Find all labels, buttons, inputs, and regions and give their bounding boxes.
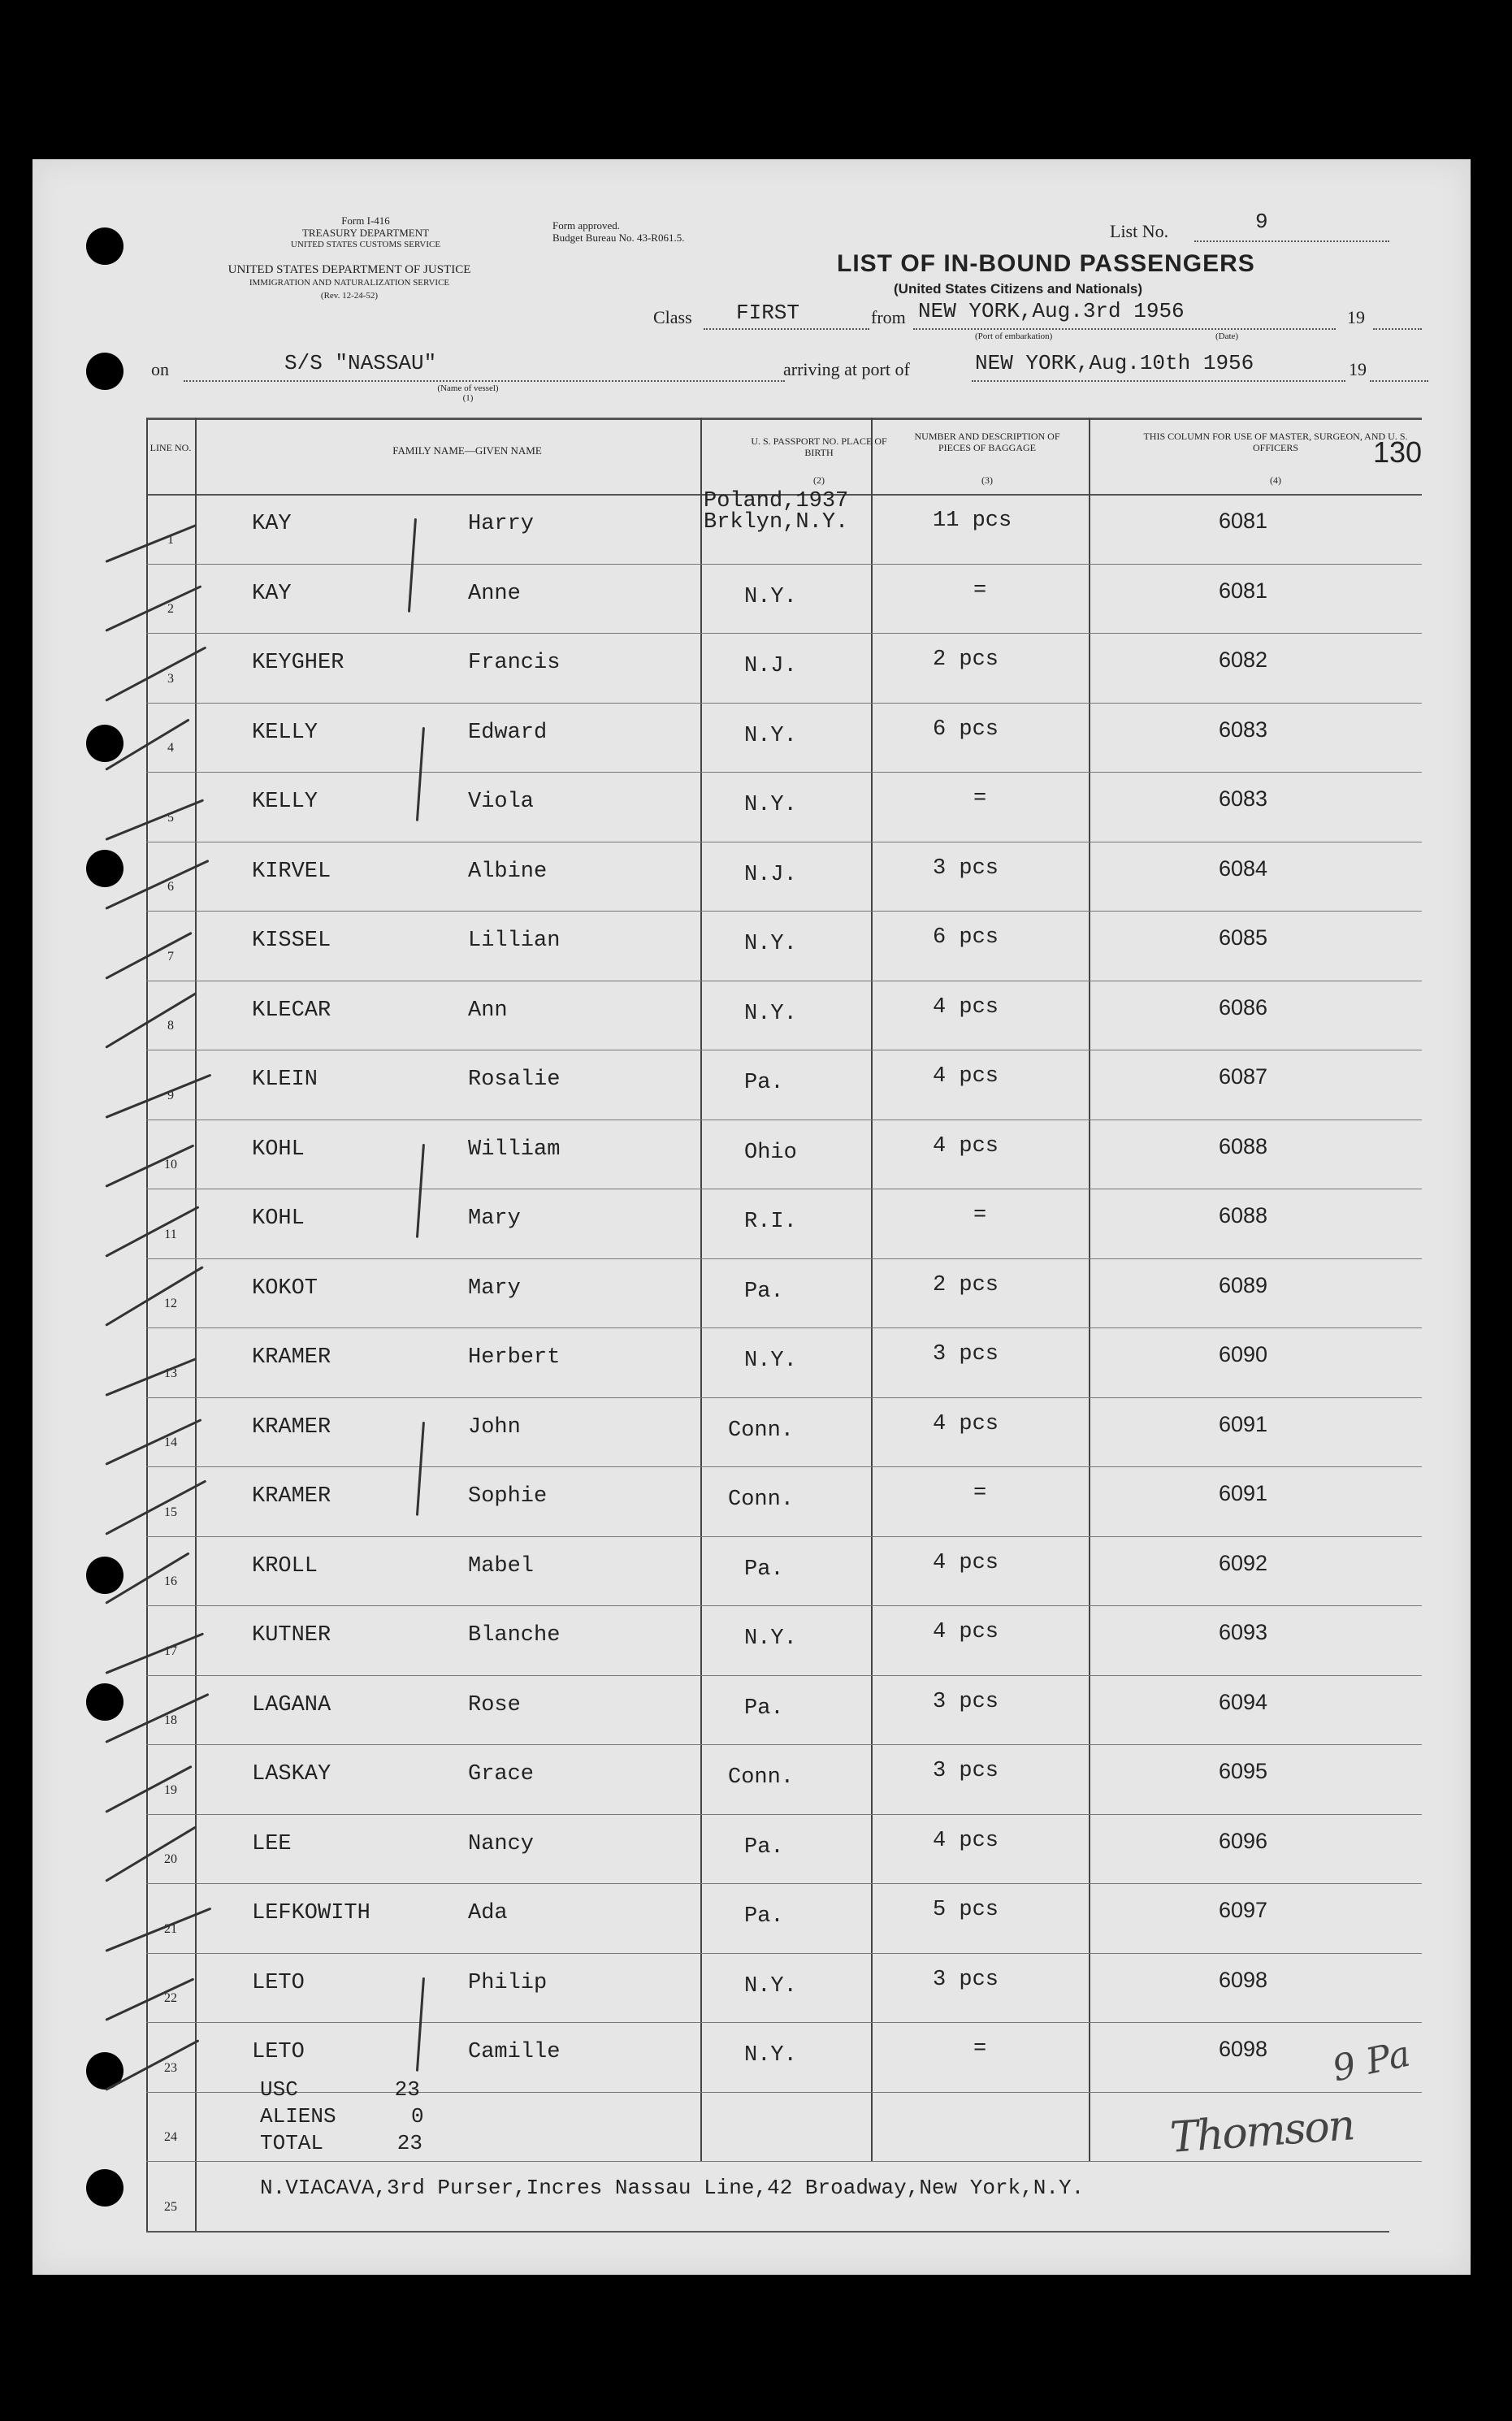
table-top-border [146, 418, 1422, 420]
row-divider [146, 1397, 1422, 1398]
budget-bureau: Budget Bureau No. 43-R061.5. [552, 232, 685, 244]
class-value: FIRST [736, 301, 800, 325]
family-name: KOKOT [252, 1275, 318, 1301]
given-name: Lillian [468, 929, 561, 953]
class-label: Class [653, 307, 692, 327]
officer-number: 6092 [1219, 1550, 1268, 1575]
given-name: Philip [468, 1970, 548, 1995]
line-number: 1 [167, 532, 174, 547]
given-name: Blanche [468, 1623, 561, 1648]
line-number: 18 [164, 1713, 177, 1727]
line-number: 25 [164, 2199, 177, 2214]
officer-number: 6084 [1219, 855, 1268, 881]
form-approved: Form approved. [552, 219, 621, 232]
line-number: 4 [167, 741, 174, 755]
given-name: Herbert [468, 1345, 561, 1370]
place-of-birth: N.Y. [744, 1626, 797, 1651]
row-divider [146, 564, 1422, 565]
baggage-description: 3 pcs [933, 1689, 999, 1714]
place-of-birth: N.Y. [744, 2043, 797, 2068]
line-number: 22 [164, 1991, 177, 2005]
totals-block [260, 2077, 424, 2157]
manifest-page [32, 159, 1471, 2275]
baggage-description: 6 pcs [933, 717, 999, 742]
officer-number: 6095 [1219, 1759, 1268, 1783]
total-label: TOTAL [260, 2131, 324, 2155]
place-of-birth: N.Y. [744, 793, 797, 817]
row-divider [146, 1814, 1422, 1815]
place-of-birth: N.J. [744, 654, 797, 678]
from-year-label: 19 [1347, 307, 1365, 327]
table-bottom-border [146, 2231, 1389, 2233]
officer-number: 6086 [1219, 994, 1268, 1020]
vessel-name: S/S "NASSAU" [284, 351, 437, 375]
family-name: LETO [252, 2040, 305, 2064]
baggage-description: 3 pcs [933, 855, 999, 881]
family-name: KRAMER [252, 1414, 331, 1440]
place-of-birth: Pa. [744, 1696, 784, 1721]
arriving-label: arriving at port of [783, 359, 910, 379]
header-line-no: LINE NO. [149, 442, 192, 453]
place-of-birth: N.Y. [744, 1349, 797, 1373]
family-name: LETO [252, 1970, 305, 1995]
place-of-birth: Pa. [744, 1834, 784, 1860]
officer-number: 6091 [1219, 1481, 1268, 1505]
vessel-caption-text: (Name of vessel) [437, 383, 499, 393]
family-name: LEE [252, 1831, 292, 1856]
family-name: KROLL [252, 1553, 318, 1579]
line-number: 21 [164, 1921, 177, 1936]
column-divider [1089, 418, 1090, 2161]
row-divider [146, 1466, 1422, 1467]
header-col4-num: (4) [1270, 474, 1281, 486]
baggage-description: 11 pcs [933, 509, 1012, 533]
family-name: KISSEL [252, 929, 331, 953]
place-of-birth: Conn. [728, 1488, 795, 1512]
given-name: Francis [468, 651, 561, 675]
baggage-description: = [973, 1481, 987, 1505]
form-number: Form I-416 [341, 214, 390, 227]
place-of-birth: Pa. [744, 1557, 784, 1582]
line-number: 6 [167, 880, 174, 894]
family-name: KOHL [252, 1137, 305, 1162]
family-name: KLECAR [252, 998, 331, 1023]
purser-line: N.VIACAVA,3rd Purser,Incres Nassau Line,42 Broadway,New York,N.Y. [260, 2176, 1085, 2200]
place-of-birth: N.Y. [744, 1973, 797, 1999]
row-divider [146, 1675, 1422, 1676]
baggage-description: 3 pcs [933, 1967, 999, 1992]
officer-number: 6081 [1219, 509, 1268, 533]
given-name: Ada [468, 1901, 508, 1925]
line-number: 19 [164, 1782, 177, 1797]
place-of-birth: Pa. [744, 1904, 784, 1929]
officer-number: 6090 [1219, 1342, 1268, 1366]
line-number: 7 [167, 949, 174, 964]
from-value: NEW YORK,Aug.3rd 1956 [918, 299, 1185, 323]
treasury-label: TREASURY DEPARTMENT [301, 227, 430, 239]
family-name: KELLY [252, 790, 318, 814]
baggage-description: 3 pcs [933, 1759, 999, 1783]
line-number: 17 [164, 1644, 177, 1658]
on-label: on [151, 359, 169, 379]
officer-number: 6091 [1219, 1411, 1268, 1436]
row-divider [146, 911, 1422, 912]
given-name: Mary [468, 1275, 521, 1301]
line-number: 11 [164, 1227, 177, 1241]
row-divider [146, 633, 1422, 634]
line-number: 10 [164, 1158, 177, 1172]
column-divider [195, 418, 197, 2231]
given-name: Edward [468, 720, 548, 745]
officer-number: 6082 [1219, 647, 1268, 672]
officer-number: 6097 [1219, 1898, 1268, 1922]
officer-number: 6088 [1219, 1203, 1268, 1228]
total-value: 23 [396, 2131, 423, 2155]
place-of-birth: N.Y. [744, 584, 797, 609]
officer-number: 6094 [1219, 1689, 1268, 1714]
row-divider [146, 1605, 1422, 1606]
baggage-description: 6 pcs [933, 925, 999, 950]
place-of-birth: Conn. [728, 1418, 795, 1443]
place-of-birth: N.Y. [744, 723, 797, 748]
header-col3-num: (3) [981, 474, 993, 486]
row-divider [146, 1327, 1422, 1328]
given-name: Harry [468, 512, 535, 536]
revision-label: (Rev. 12-24-52) [320, 291, 379, 301]
place-of-birth: R.I. [744, 1210, 797, 1234]
from-label: from [871, 307, 906, 327]
baggage-description: = [973, 1203, 987, 1228]
column-divider [700, 418, 702, 2161]
passport-place-of-birth-extra: Poland,1937 [704, 489, 849, 513]
row-divider [146, 1536, 1422, 1537]
baggage-description: = [973, 578, 987, 603]
row-divider [146, 1744, 1422, 1745]
line-number: 24 [164, 2130, 177, 2144]
row-divider [146, 1953, 1422, 1954]
header-officers: THIS COLUMN FOR USE OF MASTER, SURGEON, AND U. S. OFFICERS [1143, 431, 1408, 453]
header-col2-num: (2) [813, 474, 825, 486]
baggage-description: = [973, 786, 987, 811]
family-name: LASKAY [252, 1762, 331, 1787]
given-name: Mabel [468, 1553, 535, 1579]
place-of-birth: Pa. [744, 1279, 784, 1304]
line-number: 3 [167, 671, 174, 686]
line-number: 8 [167, 1019, 174, 1033]
given-name: Rosalie [468, 1068, 561, 1092]
table-left-border [146, 418, 148, 2231]
list-no-label: List No. [1110, 221, 1169, 241]
given-name: Grace [468, 1762, 535, 1787]
place-of-birth: N.Y. [744, 932, 797, 956]
baggage-description: 4 pcs [933, 1620, 999, 1644]
baggage-description: 4 pcs [933, 1828, 999, 1853]
officer-number: 6087 [1219, 1064, 1268, 1089]
arrival-year-label: 19 [1349, 359, 1367, 379]
ins-label: IMMIGRATION AND NATURALIZATION SERVICE [249, 278, 450, 288]
line-number: 20 [164, 1852, 177, 1866]
given-name: Ann [468, 998, 508, 1023]
column-divider [871, 418, 873, 2161]
line-number: 15 [164, 1505, 177, 1519]
baggage-description: 4 pcs [933, 1411, 999, 1436]
officer-number: 6083 [1219, 786, 1268, 811]
given-name: Mary [468, 1206, 521, 1231]
arrival-value: NEW YORK,Aug.10th 1956 [975, 351, 1254, 375]
line-number: 2 [167, 602, 174, 616]
baggage-description: 4 pcs [933, 1133, 999, 1159]
place-of-birth: Pa. [744, 1071, 784, 1095]
family-name: KRAMER [252, 1345, 331, 1370]
place-of-birth: N.J. [744, 862, 797, 887]
given-name: William [468, 1137, 561, 1162]
line-number: 23 [164, 2060, 177, 2075]
family-name: KIRVEL [252, 859, 331, 884]
officer-number: 6098 [1219, 2037, 1268, 2061]
usc-label: USC [260, 2077, 298, 2102]
row-divider [146, 1883, 1422, 1884]
given-name: Viola [468, 790, 535, 814]
given-name: Anne [468, 581, 521, 606]
row-divider [146, 2022, 1422, 2023]
row-divider [146, 772, 1422, 773]
aliens-value: 0 [411, 2104, 424, 2129]
baggage-description: 4 pcs [933, 994, 999, 1020]
place-of-birth: Brklyn,N.Y. [704, 510, 849, 535]
given-name: Sophie [468, 1484, 548, 1509]
page-number: 130 [1373, 435, 1423, 469]
family-name: KAY [252, 512, 292, 536]
officer-number: 6083 [1219, 717, 1268, 742]
row-divider [146, 703, 1422, 704]
given-name: Rose [468, 1692, 521, 1717]
line-number: 16 [164, 1574, 177, 1588]
justice-label: UNITED STATES DEPARTMENT OF JUSTICE [227, 263, 471, 276]
aliens-label: ALIENS [260, 2104, 336, 2129]
officer-signature: Thomson [1168, 2101, 1356, 2163]
baggage-description: 2 pcs [933, 1272, 999, 1297]
officer-number: 6089 [1219, 1272, 1268, 1297]
row-divider [146, 1258, 1422, 1259]
officer-number: 6093 [1219, 1620, 1268, 1644]
given-name: Albine [468, 859, 548, 884]
customs-label: UNITED STATES CUSTOMS SERVICE [290, 240, 441, 249]
place-of-birth: Ohio [744, 1140, 797, 1165]
form-subtitle: (United States Citizens and Nationals) [894, 281, 1143, 297]
family-name: KEYGHER [252, 651, 344, 675]
family-name: KUTNER [252, 1623, 331, 1648]
baggage-description: 4 pcs [933, 1550, 999, 1575]
line-number: 12 [164, 1297, 177, 1310]
officer-number: 6088 [1219, 1133, 1268, 1159]
officer-number: 6098 [1219, 1967, 1268, 1992]
date-caption: (Date) [1215, 331, 1239, 341]
family-name: KRAMER [252, 1484, 331, 1509]
baggage-description: 2 pcs [933, 647, 999, 672]
handwritten-annotation: 9 Pa [1328, 2033, 1415, 2090]
officer-number: 6081 [1219, 578, 1268, 603]
place-of-birth: N.Y. [744, 1001, 797, 1026]
list-no-value: 9 [1255, 210, 1268, 234]
family-name: LAGANA [252, 1692, 331, 1717]
family-name: LEFKOWITH [252, 1901, 370, 1925]
baggage-description: = [973, 2037, 987, 2061]
baggage-description: 5 pcs [933, 1898, 999, 1922]
baggage-description: 4 pcs [933, 1064, 999, 1089]
family-name: KOHL [252, 1206, 305, 1231]
header-name: FAMILY NAME—GIVEN NAME [392, 444, 542, 457]
header-passport: U. S. PASSPORT NO. PLACE OF BIRTH [751, 435, 887, 458]
line-number: 9 [167, 1088, 174, 1102]
line-number: 14 [164, 1436, 177, 1449]
officer-number: 6096 [1219, 1828, 1268, 1853]
form-title: LIST OF IN-BOUND PASSENGERS [837, 250, 1255, 277]
family-name: KLEIN [252, 1068, 318, 1092]
given-name: Camille [468, 2040, 561, 2064]
vessel-caption-num: (1) [462, 393, 474, 403]
family-name: KAY [252, 581, 292, 606]
officer-number: 6085 [1219, 925, 1268, 950]
row-divider [146, 2161, 1422, 2162]
line-number: 5 [167, 810, 174, 825]
line-number: 13 [164, 1366, 177, 1380]
header-baggage: NUMBER AND DESCRIPTION OF PIECES OF BAGGAGE [914, 431, 1060, 453]
usc-value: 23 [394, 2077, 420, 2102]
given-name: John [468, 1414, 521, 1440]
family-name: KELLY [252, 720, 318, 745]
given-name: Nancy [468, 1831, 535, 1856]
baggage-description: 3 pcs [933, 1342, 999, 1366]
place-of-birth: Conn. [728, 1765, 795, 1790]
embarkation-caption: (Port of embarkation) [975, 331, 1053, 341]
